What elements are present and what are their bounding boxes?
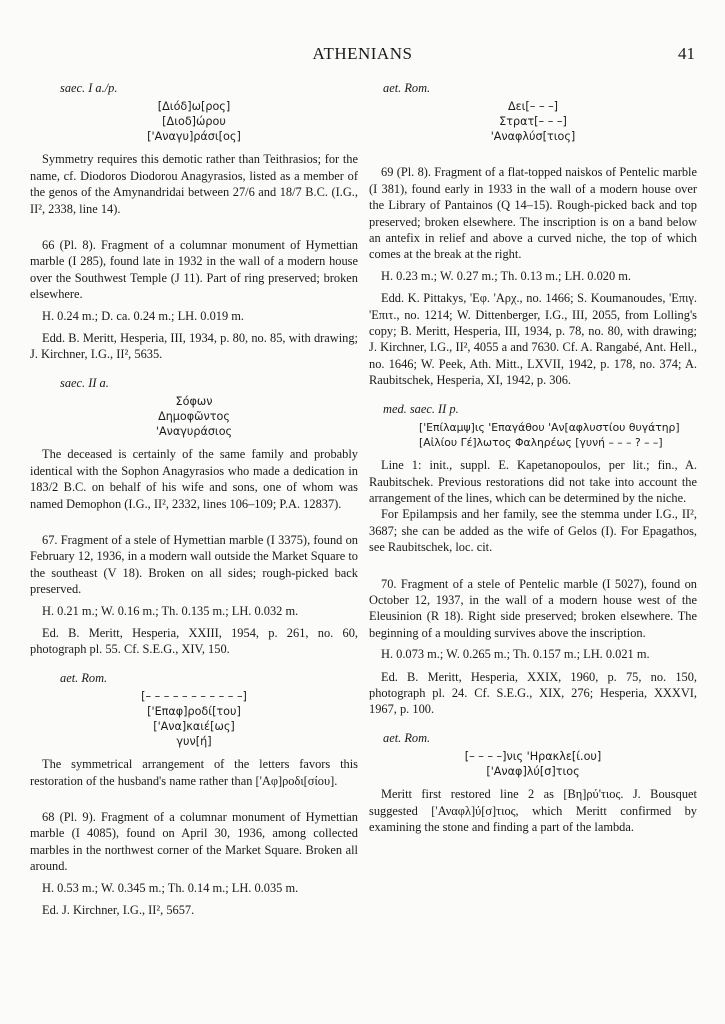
entry68-measurements: H. 0.53 m.; W. 0.345 m.; Th. 0.14 m.; LH. 0.035 m. xyxy=(42,880,299,895)
greek-line: ['Επίλαμψ]ις 'Επαγάθου 'Αν[αφλυστίου θυγάτηρ] xyxy=(419,421,680,435)
greek-line: ['Αναφ]λύ[σ]τιος xyxy=(486,765,580,779)
greek-line: [Διοδ]ώρου xyxy=(162,115,226,129)
entry66-editions: Edd. B. Meritt, Hesperia, III, 1934, p. 80, no. 85, with drawing; J. Kirchner, I.G., II², 5635. xyxy=(30,331,358,362)
greek-line: [– – – –]νις 'Ηρακλε[ί.ου] xyxy=(464,750,602,764)
entry68-editions: Ed. J. Kirchner, I.G., II², 5657. xyxy=(42,903,195,917)
entry70-greek-text xyxy=(369,749,697,779)
greek-line: Δει[– – –] xyxy=(507,100,559,114)
entry70-description: 70. Fragment of a stele of Pentelic marble (I 5027), found on October 12, 1937, in the wall of a modern house west of the Eleusinion (R 18). Right side preserved; broken elsewhere. The beginning of a moulding survives above the inscription. xyxy=(369,576,697,640)
entry68-date: aet. Rom. xyxy=(383,81,431,95)
right-column xyxy=(369,80,697,835)
entry70-note: Meritt first restored line 2 as [Βη]ρύ'τιος. J. Bousquet suggested ['Αναφλ]ύ[σ]τιος, which Meritt confirmed by examining the stone and finding a part of the lambda. xyxy=(369,787,697,834)
page-header xyxy=(0,44,725,66)
entry68-greek-text xyxy=(369,99,697,144)
greek-line: 'Αναγυράσιος xyxy=(155,425,233,439)
entry67-greek-text xyxy=(30,689,358,749)
entry66-greek-text xyxy=(30,394,358,439)
entry66-measurements: H. 0.24 m.; D. ca. 0.24 m.; LH. 0.019 m. xyxy=(42,308,245,323)
greek-line: Σόφων xyxy=(175,395,213,409)
entry69-date: med. saec. II p. xyxy=(383,401,459,416)
entry67-editions: Ed. B. Meritt, Hesperia, XXIII, 1954, p. 261, no. 60, photograph pl. 55. Cf. S.E.G., XIV, 150. xyxy=(30,625,358,657)
entry67-description: 67. Fragment of a stele of Hymettian marble (I 3375), found on February 12, 1936, in a modern wall outside the Market Square to the southeast (V 18). Broken on all sides; rough-picked back preserved. xyxy=(30,532,358,597)
entry69-note-lines: Line 1: init., suppl. E. Kapetanopoulos, per lit.; fin., A. Raubitschek. Previous restorations did not take into account the arrangement of the lines, which can be determined by the niche. xyxy=(369,458,697,505)
greek-line: ['Επαφ]ροδί[του] xyxy=(147,705,241,719)
entry70-editions: Ed. B. Meritt, Hesperia, XXIX, 1960, p. 75, no. 150, photograph pl. 24. Cf. S.E.G., XIX, 276; Hesperia, XXXVI, 1967, p. 100. xyxy=(369,669,697,717)
entry69-description: 69 (Pl. 8). Fragment of a flat-topped naiskos of Pentelic marble (I 381), found early in 1933 in the wall of a modern house over the Library of Pantainos (Q 14–15). Rough-picked back and top preserved; broken elsewhere. The inscription is on a band below an antefix in relief and above a curved niche, the top of which comes at the break at the right. xyxy=(369,165,697,262)
entry69-measurements: H. 0.23 m.; W. 0.27 m.; Th. 0.13 m.; LH. 0.020 m. xyxy=(381,268,632,283)
entry65-greek-text xyxy=(30,99,358,144)
page-number: 41 xyxy=(678,44,695,63)
entry65-note: Symmetry requires this demotic rather than Teithrasios; for the name, cf. Diodoros Diodorou Anagyrasios, listed as a member of the genos of the Amynandridai between 27/6 and 18/7 B.C. (I.G., II², 2338, line 14). xyxy=(30,152,358,216)
entry69-greek-text xyxy=(369,420,697,450)
entry69-note-family: For Epilampsis and her family, see the stemma under I.G., II², 3687; she can be added as the wife of Gelos (I). For Epagathos, see Raubitschek, loc. cit. xyxy=(369,507,697,555)
greek-line: ['Αναγυ]ράσι[ος] xyxy=(147,130,241,144)
entry66-description: 66 (Pl. 8). Fragment of a columnar monument of Hymettian marble (I 285), found late in 1932 in the wall of a modern house over the Southwest Temple (J 11). Part of ring preserved; broken elsewhere. xyxy=(30,238,358,302)
entry70-date: aet. Rom. xyxy=(383,730,431,745)
greek-line: Δημοφῶντος xyxy=(158,410,230,424)
entry69-editions: Edd. K. Pittakys, 'Εφ. 'Αρχ., no. 1466; S. Koumanoudes, 'Επιγ. 'Επιτ., no. 1214; W. Dittenberger, I.G., III, 2055, from Lolling's copy; B. Meritt, Hesperia, III, 1934, p. 78, no. 80, with drawing; J. Kirchner, I.G., II², 4055 a and 7630. Cf. A. Rangabé, Ant. Hell., no. 1646; W. Peek, Ath. Mitt., LXVII, 1942, p. 178, no. 374; A. Raubitschek, Hesperia, XI, 1942, p. 306. xyxy=(369,291,697,388)
greek-line: ['Ανα]καιέ[ως] xyxy=(153,720,235,734)
left-column xyxy=(30,80,358,918)
greek-line: Στρατ[– – –] xyxy=(499,115,567,129)
greek-line: γυν[ή] xyxy=(176,735,212,749)
greek-line: [– – – – – – – – – – –] xyxy=(141,690,247,704)
greek-line: 'Αναφλύσ[τιος] xyxy=(490,130,576,144)
entry66-note: The deceased is certainly of the same family and probably identical with the Sophon Anagyrasios who made a dedication in 183/2 B.C. on behalf of his wife and sons, one of whom was named Demophon (I.G., II², 2332, lines 106–109; P.A. 12837). xyxy=(30,447,358,511)
entry70-measurements: H. 0.073 m.; W. 0.265 m.; Th. 0.157 m.; LH. 0.021 m. xyxy=(381,647,650,662)
entry67-note: The symmetrical arrangement of the letters favors this restoration of the husband's name rather than ['Αφ]ροδι[σίου]. xyxy=(30,757,358,788)
entry66-date: saec. II a. xyxy=(60,375,109,390)
entry65-date: saec. I a./p. xyxy=(60,81,118,95)
entry67-measurements: H. 0.21 m.; W. 0.16 m.; Th. 0.135 m.; LH. 0.032 m. xyxy=(42,603,299,618)
greek-line: [Διόδ]ω[ρος] xyxy=(157,100,231,114)
entry68-description: 68 (Pl. 9). Fragment of a columnar monument of Hymettian marble (I 4085), found on April 30, 1936, among collected marbles in the northwest corner of the Market Square. Broken all around. xyxy=(30,809,358,874)
running-head: ATHENIANS xyxy=(312,44,413,63)
entry67-date: aet. Rom. xyxy=(60,670,108,685)
greek-line: [Αἰλίου Γέ]λωτος Φαληρέως [γυνή – – – ? – –] xyxy=(419,436,663,450)
